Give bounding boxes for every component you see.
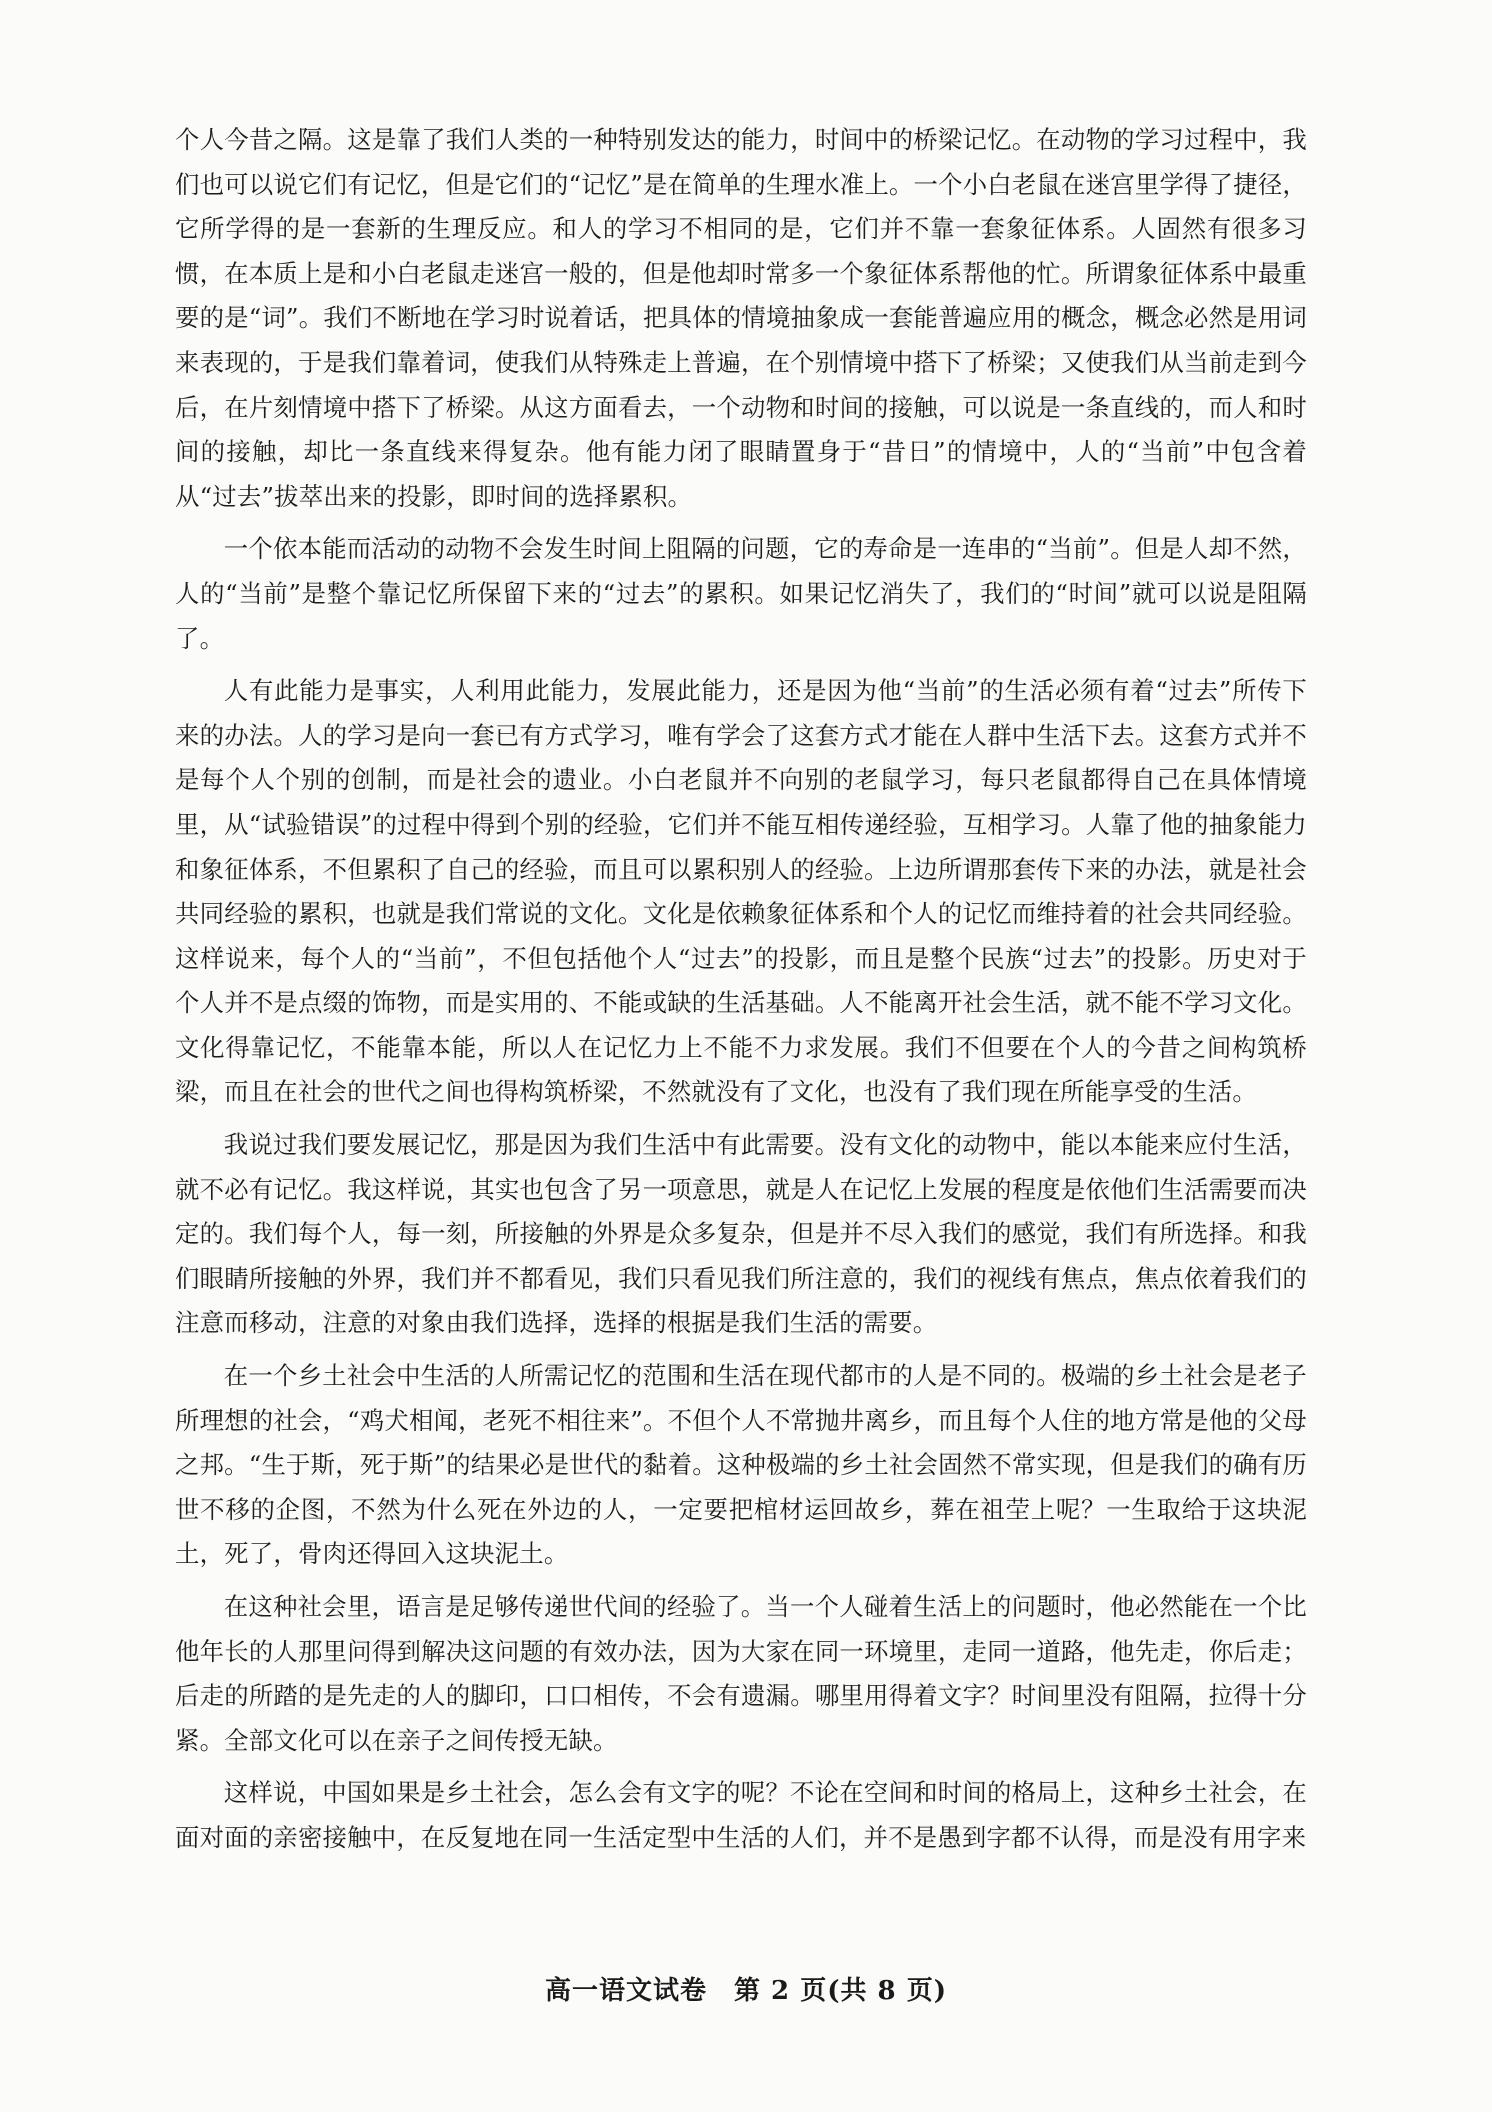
page-footer: 高一语文试卷 第 2 页(共 8 页) bbox=[545, 1976, 947, 2006]
paragraph-4: 我说过我们要发展记忆，那是因为我们生活中有此需要。没有文化的动物中，能以本能来应付生活，就不必有记忆。我这样说，其实也包含了另一项意思，就是人在记忆上发展的程度是依他们生活需要而决定的。我们每个人，每一刻，所接触的外界是众多复杂，但是并不尽入我们的感觉，我们有所选择。和我们眼睛所接触的外界，我们并不都看见，我们只看见我们所注意的，我们的视线有焦点，焦点依着我们的注意而移动，注意的对象由我们选择，选择的根据是我们生活的需要。 bbox=[175, 1130, 1307, 1338]
paragraph-2: 一个依本能而活动的动物不会发生时间上阻隔的问题，它的寿命是一连串的“当前”。但是人却不然，人的“当前”是整个靠记忆所保留下来的“过去”的累积。如果记忆消失了，我们的“时间”就可以说是阻隔了。 bbox=[175, 534, 1307, 653]
paragraph-3: 人有此能力是事实，人利用此能力，发展此能力，还是因为他“当前”的生活必须有着“过去”所传下来的办法。人的学习是向一套已有方式学习，唯有学会了这套方式才能在人群中生活下去。这套方式并不是每个人个别的创制，而是社会的遗业。小白老鼠并不向别的老鼠学习，每只老鼠都得自己在具体情境里，从“试验错误”的过程中得到个别的经验，它们并不能互相传递经验，互相学习。人靠了他的抽象能力和象征体系，不但累积了自己的经验，而且可以累积别人的经验。上边所谓那套传下来的办法，就是社会共同经验的累积，也就是我们常说的文化。文化是依赖象征体系和个人的记忆而维持着的社会共同经验。这样说来，每个人的“当前”，不但包括他个人“过去”的投影，而且是整个民族“过去”的投影。历史对于个人并不是点缀的饰物，而是实用的、不能或缺的生活基础。人不能离开社会生活，就不能不学习文化。文化得靠记忆，不能靠本能，所以人在记忆力上不能不力求发展。我们不但要在个人的今昔之间构筑桥梁，而且在社会的世代之间也得构筑桥梁，不然就没有了文化，也没有了我们现在所能享受的生活。 bbox=[175, 676, 1307, 1107]
paragraph-5: 在一个乡土社会中生活的人所需记忆的范围和生活在现代都市的人是不同的。极端的乡土社会是老子所理想的社会，“鸡犬相闻，老死不相往来”。不但个人不常抛井离乡，而且每个人住的地方常是他的父母之邦。“生于斯，死于斯”的结果必是世代的黏着。这种极端的乡土社会固然不常实现，但是我们的确有历世不移的企图，不然为什么死在外边的人，一定要把棺材运回故乡，葬在祖茔上呢？一生取给于这块泥土，死了，骨肉还得回入这块泥土。 bbox=[175, 1361, 1307, 1569]
paragraph-6: 在这种社会里，语言是足够传递世代间的经验了。当一个人碰着生活上的问题时，他必然能在一个比他年长的人那里问得到解决这问题的有效办法，因为大家在同一环境里，走同一道路，他先走，你后走；后走的所踏的是先走的人的脚印，口口相传，不会有遗漏。哪里用得着文字？时间里没有阻隔，拉得十分紧。全部文化可以在亲子之间传授无缺。 bbox=[175, 1592, 1307, 1755]
article-body bbox=[175, 118, 1307, 1861]
paragraph-7: 这样说，中国如果是乡土社会，怎么会有文字的呢？不论在空间和时间的格局上，这种乡土社会，在面对面的亲密接触中，在反复地在同一生活定型中生活的人们，并不是愚到字都不认得，而是没有用字来 bbox=[175, 1778, 1307, 1852]
paragraph-1: 个人今昔之隔。这是靠了我们人类的一种特别发达的能力，时间中的桥梁记忆。在动物的学习过程中，我们也可以说它们有记忆，但是它们的“记忆”是在简单的生理水准上。一个小白老鼠在迷宫里学得了捷径，它所学得的是一套新的生理反应。和人的学习不相同的是，它们并不靠一套象征体系。人固然有很多习惯，在本质上是和小白老鼠走迷宫一般的，但是他却时常多一个象征体系帮他的忙。所谓象征体系中最重要的是“词”。我们不断地在学习时说着话，把具体的情境抽象成一套能普遍应用的概念，概念必然是用词来表现的，于是我们靠着词，使我们从特殊走上普遍，在个别情境中搭下了桥梁；又使我们从当前走到今后，在片刻情境中搭下了桥梁。从这方面看去，一个动物和时间的接触，可以说是一条直线的，而人和时间的接触，却比一条直线来得复杂。他有能力闭了眼睛置身于“昔日”的情境中，人的“当前”中包含着从“过去”拔萃出来的投影，即时间的选择累积。 bbox=[175, 125, 1307, 511]
